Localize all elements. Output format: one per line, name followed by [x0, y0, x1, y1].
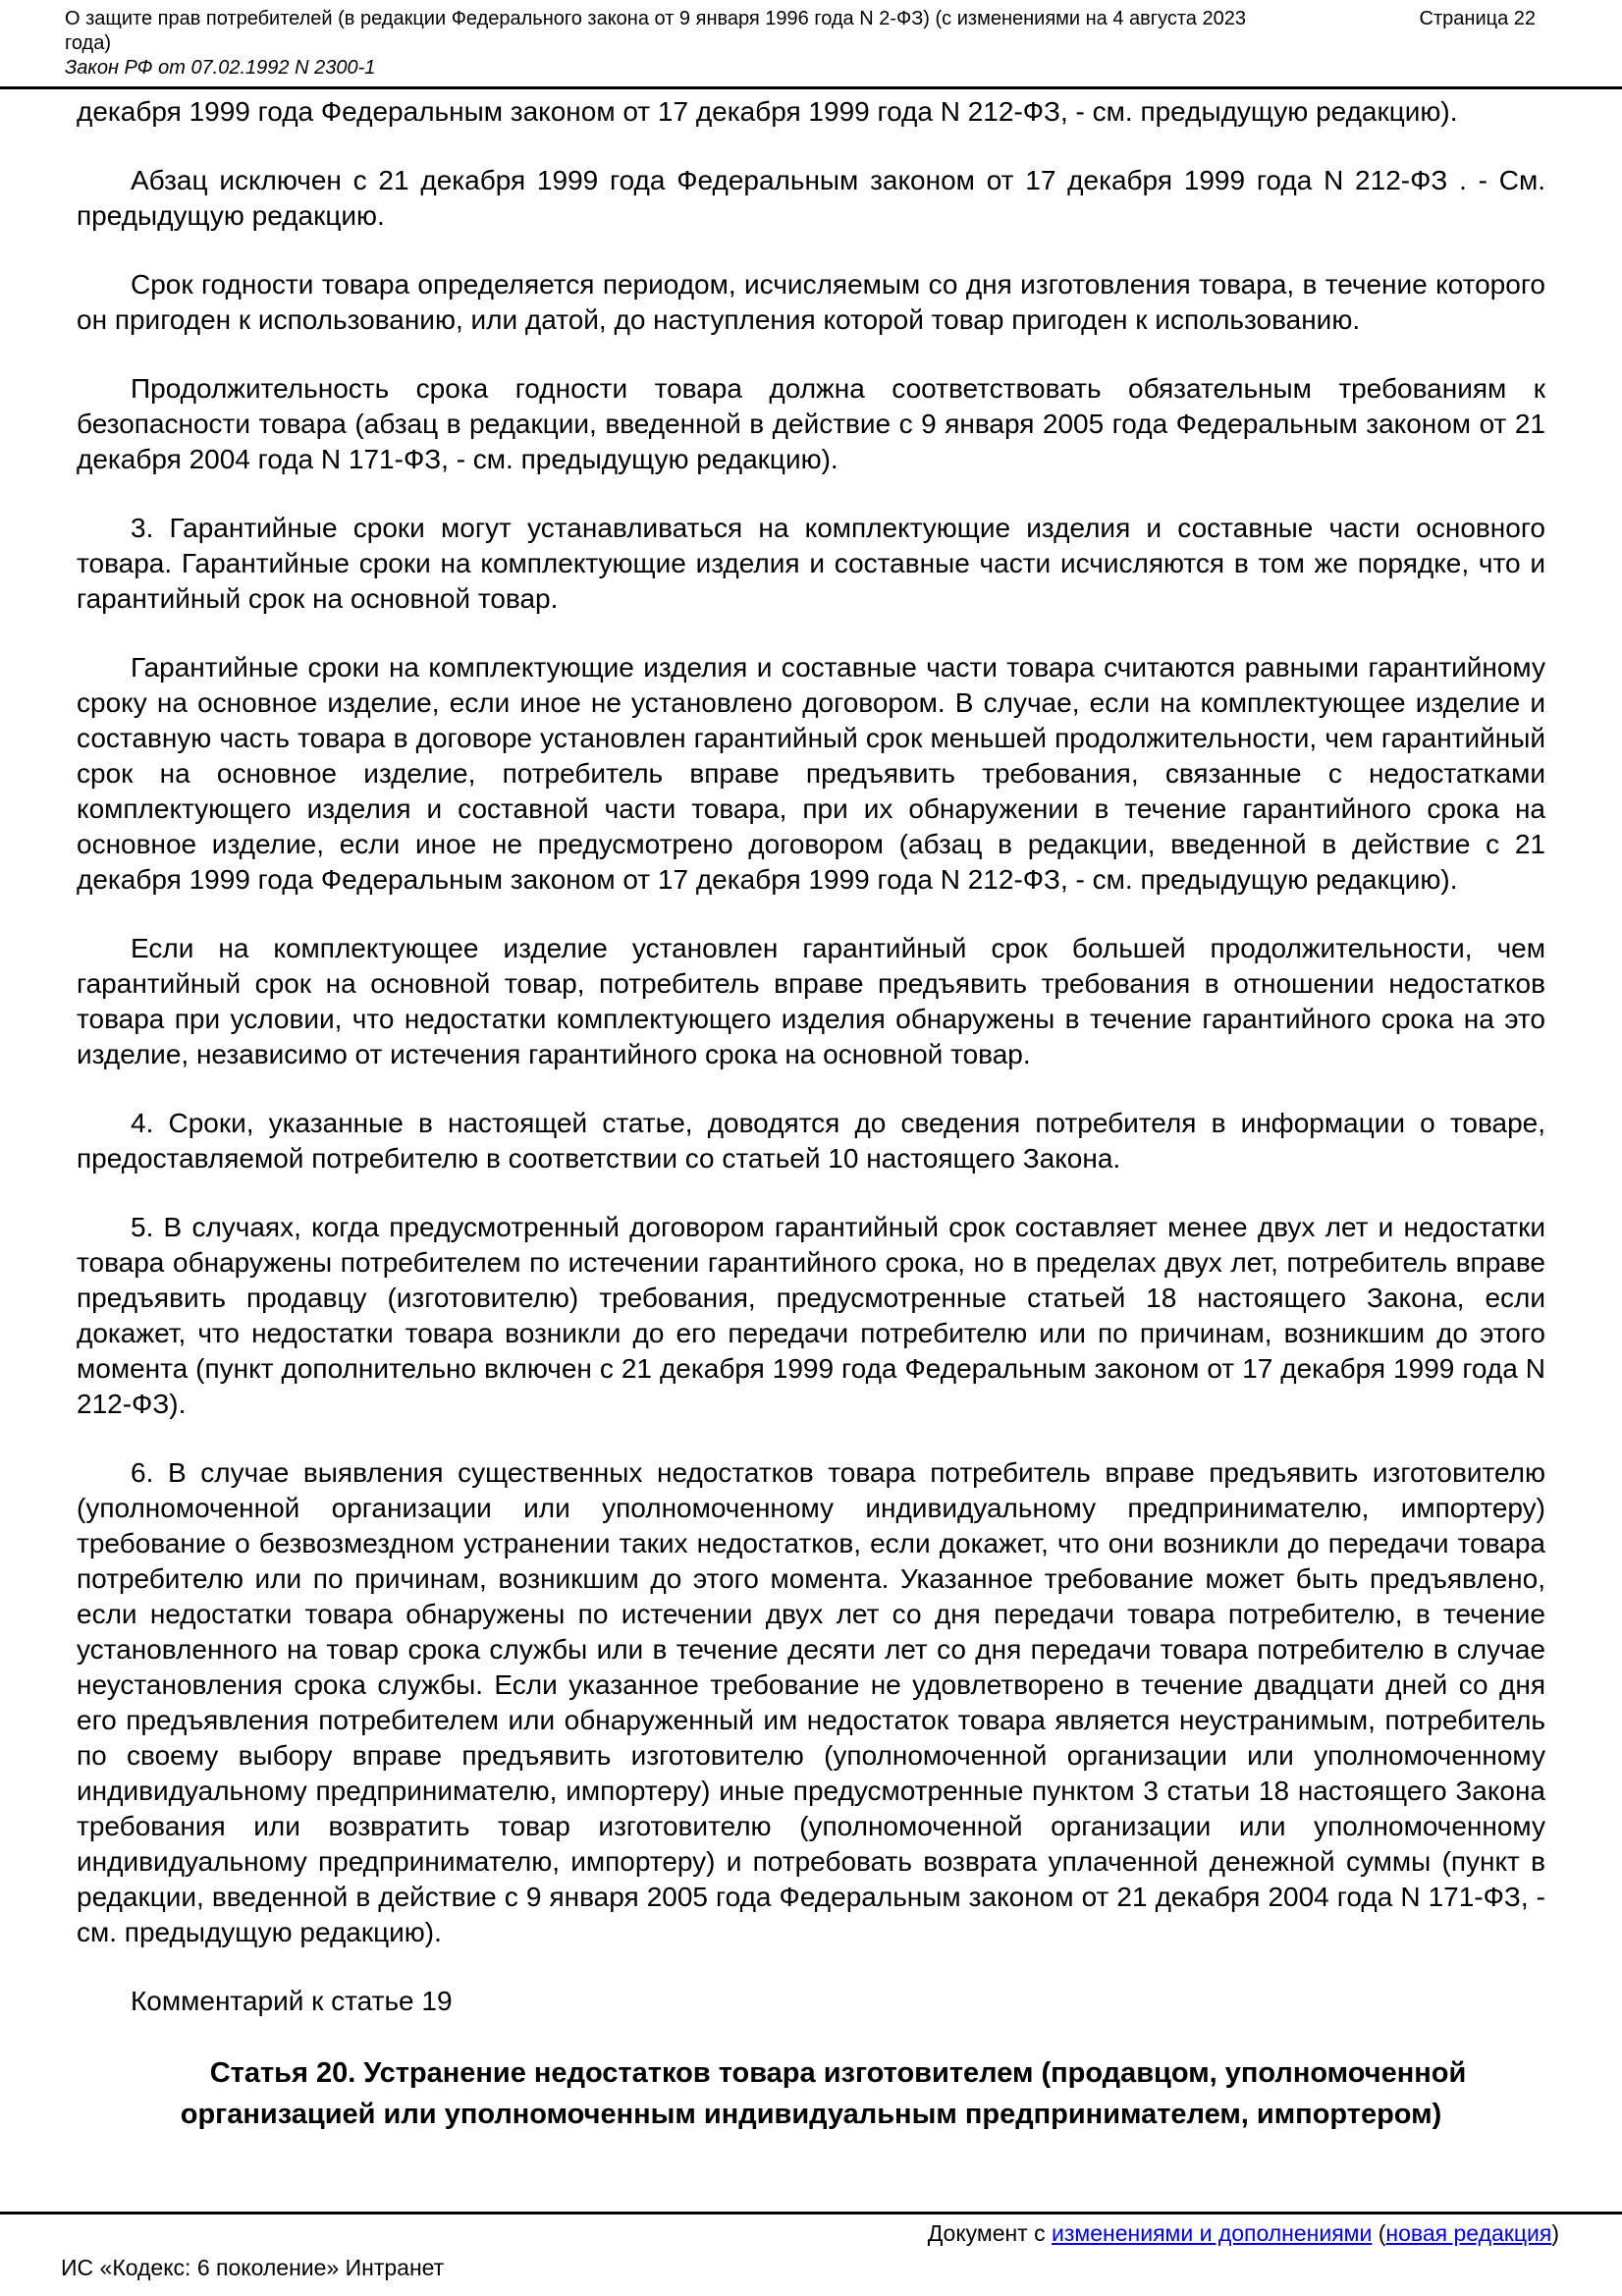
document-body	[0, 94, 1622, 2135]
article-20-heading: Статья 20. Устранение недостатков товара изготовителем (продавцом, уполномоченной организацией или уполномоченным индивидуальным предпринимателем, импортером)	[180, 2057, 1467, 2130]
body-paragraph: Гарантийные сроки на комплектующие изделия и составные части товара считаются равными гарантийному сроку на основное изделие, если иное не установлено договором. В случае, если на комплектующее изделие и составную часть товара в договоре установлен гарантийный срок меньшей продолжительности, чем гарантийный срок на основное изделие, потребитель вправе предъявить требования, связанные с недостатками комплектующего изделия и составной части товара, при их обнаружении в течение гарантийного срока на основное изделие, если иное не предусмотрено договором (абзац в редакции, введенной в действие с 21 декабря 1999 года Федеральным законом от 17 декабря 1999 года N 212-ФЗ, - см. предыдущую редакцию).	[77, 652, 1545, 895]
body-paragraph: Срок годности товара определяется периодом, исчисляемым со дня изготовления товара, в течение которого он пригоден к использованию, или датой, до наступления которой товар пригоден к использованию.	[77, 269, 1545, 335]
body-paragraph: 4. Сроки, указанные в настоящей статье, доводятся до сведения потребителя в информации о товаре, предоставляемой потребителю в соответствии со статьей 10 настоящего Закона.	[77, 1108, 1545, 1174]
system-label: ИС «Кодекс: 6 поколение» Интранет	[61, 2255, 445, 2280]
body-paragraph: Продолжительность срока годности товара должна соответствовать обязательным требованиям к безопасности товара (абзац в редакции, введенной в действие с 9 января 2005 года Федеральным законом от 21 декабря 2004 года N 171-ФЗ, - см. предыдущую редакцию).	[77, 373, 1545, 474]
document-footer	[0, 2212, 1622, 2281]
header-divider	[0, 86, 1622, 89]
document-subtitle: Закон РФ от 07.02.1992 N 2300-1	[65, 57, 376, 79]
body-paragraph: Абзац исключен с 21 декабря 1999 года Федеральным законом от 17 декабря 1999 года N 212-ФЗ . - См. предыдущую редакцию.	[77, 165, 1545, 231]
comment-note: Комментарий к статье 19	[131, 1986, 453, 2016]
body-paragraph: 6. В случае выявления существенных недостатков товара потребитель вправе предъявить изготовителю (уполномоченной организации или уполномоченному индивидуальному предпринимателю, импортеру) требование о безвозмездном устранении таких недостатков, если докажет, что они возникли до передачи товара потребителю или по причинам, возникшим до этого момента. Указанное требование может быть предъявлено, если недостатки товара обнаружены по истечении двух лет со дня передачи товара потребителю, в течение установленного на товар срока службы или в течение десяти лет со дня передачи товара потребителю в случае неустановления срока службы. Если указанное требование не удовлетворено в течение двадцати дней со дня его предъявления потребителем или обнаруженный им недостаток товара является неустранимым, потребитель по своему выбору вправе предъявить изготовителю (уполномоченной организации или уполномоченному индивидуальному предпринимателю, импортеру) иные предусмотренные пунктом 3 статьи 18 настоящего Закона требования или возвратить товар изготовителю (уполномоченной организации или уполномоченному индивидуальному предпринимателю, импортеру) и потребовать возврата уплаченной денежной суммы (пункт в редакции, введенной в действие с 9 января 2005 года Федеральным законом от 21 декабря 2004 года N 171-ФЗ, - см. предыдущую редакцию).	[77, 1457, 1545, 1947]
footer-status-prefix: Документ с	[927, 2220, 1053, 2246]
body-paragraph: 5. В случаях, когда предусмотренный договором гарантийный срок составляет менее двух лет и недостатки товара обнаружены потребителем по истечении гарантийного срока, но в пределах двух лет, потребитель вправе предъявить продавцу (изготовителю) требования, предусмотренные статьей 18 настоящего Закона, если докажет, что недостатки товара возникли до его передачи потребителю или по причинам, возникшим до этого момента (пункт дополнительно включен с 21 декабря 1999 года Федеральным законом от 17 декабря 1999 года N 212-ФЗ).	[77, 1212, 1545, 1419]
footer-separator-close: )	[1551, 2220, 1559, 2246]
document-header	[0, 0, 1622, 56]
body-paragraph: декабря 1999 года Федеральным законом от 17 декабря 1999 года N 212-ФЗ, - см. предыдущую редакцию).	[77, 96, 1458, 127]
page-number: Страница 22	[1419, 8, 1536, 29]
footer-separator-open: (	[1372, 2220, 1386, 2246]
body-paragraph: Если на комплектующее изделие установлен гарантийный срок большей продолжительности, чем гарантийный срок на основной товар, потребитель вправе предъявить требования в отношении недостатков товара при условии, что недостатки комплектующего изделия обнаружены в течение гарантийного срока на это изделие, независимо от истечения гарантийного срока на основной товар.	[77, 933, 1545, 1069]
new-edition-link[interactable]: новая редакция	[1385, 2220, 1552, 2246]
body-paragraph: 3. Гарантийные сроки могут устанавливаться на комплектующие изделия и составные части основного товара. Гарантийные сроки на комплектующие изделия и составные части исчисляются в том же порядке, что и гарантийный срок на основной товар.	[77, 513, 1545, 614]
footer-status-line	[0, 2214, 1622, 2247]
document-title: О защите прав потребителей (в редакции Федерального закона от 9 января 1996 года N 2-ФЗ) (с изменениями на 4 августа 2023 года)	[65, 8, 1246, 54]
amendments-link[interactable]: изменениями и дополнениями	[1052, 2220, 1373, 2246]
